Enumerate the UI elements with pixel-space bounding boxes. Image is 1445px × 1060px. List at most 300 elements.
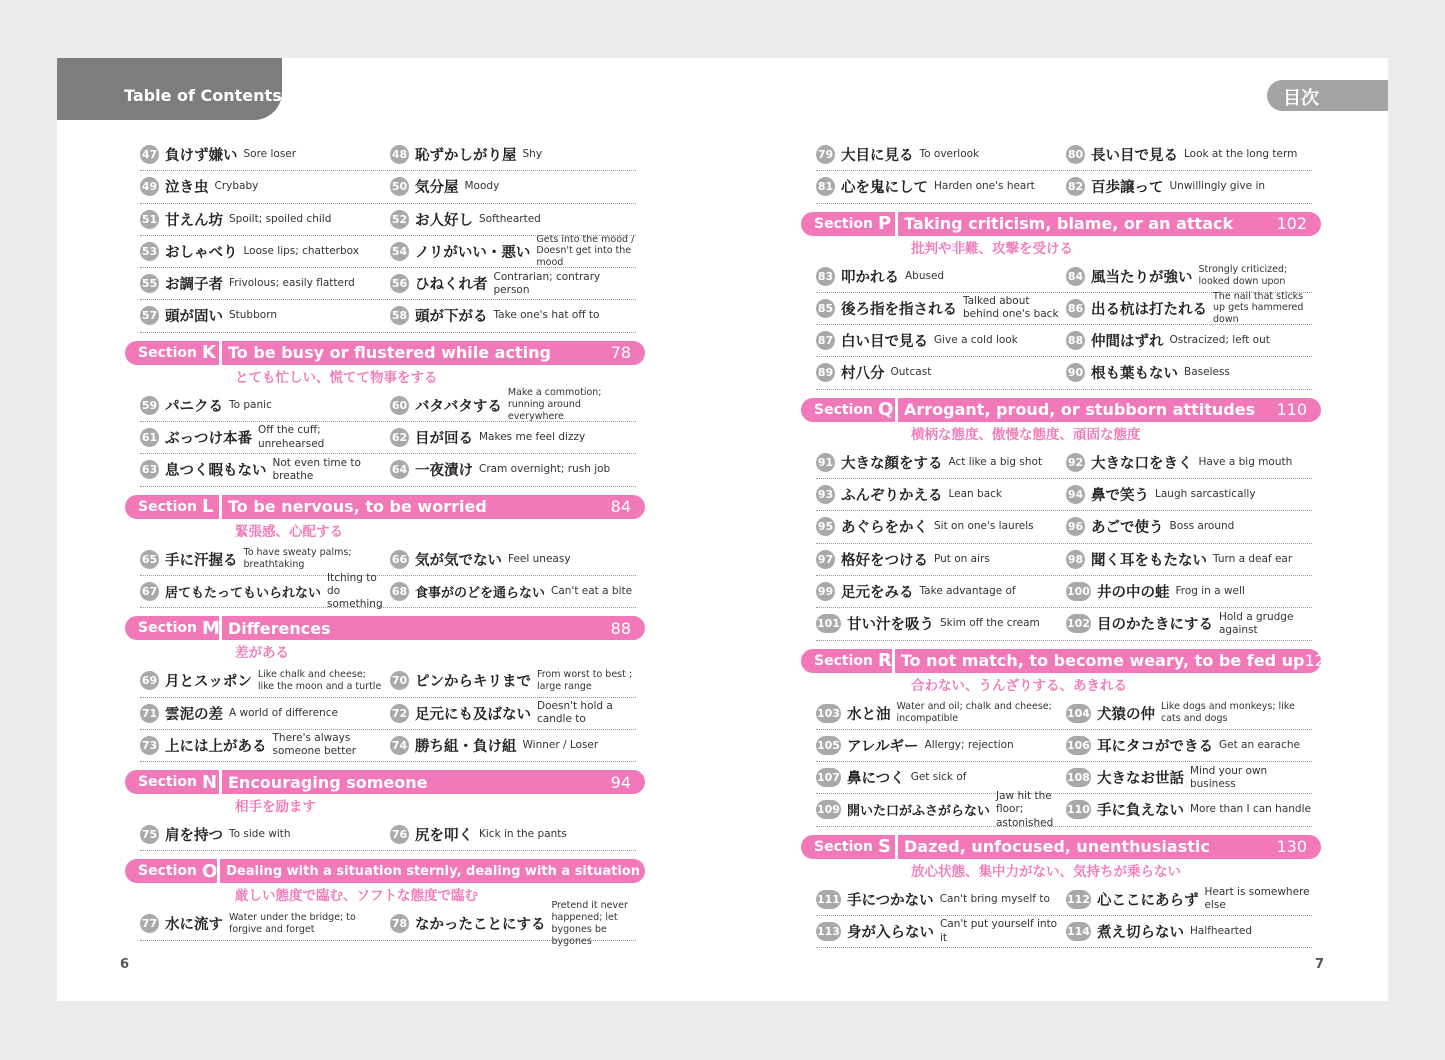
entry-english: Allergy; rejection [924, 738, 1014, 751]
entry-english: Halfhearted [1189, 924, 1253, 937]
entry-japanese: 耳にタコができる [1096, 738, 1213, 755]
toc-entry[interactable] [390, 233, 635, 269]
entry-english: To panic [229, 398, 272, 411]
toc-entry[interactable] [1066, 916, 1311, 947]
toc-entry[interactable] [390, 544, 635, 575]
entry-japanese: ぶっつけ本番 [165, 431, 252, 448]
entry-number-badge: 92 [1066, 453, 1085, 472]
section-title: To not match, to become weary, to be fed up [900, 651, 1305, 671]
toc-entry[interactable] [816, 479, 1061, 510]
entry-japanese: 負けず嫌い [165, 148, 238, 164]
entry-number-badge: 74 [390, 736, 409, 755]
section-word: Section [138, 774, 197, 791]
section-japanese-title: 緊張感、心配する [235, 523, 343, 540]
section-page-number: 96 [691, 861, 712, 881]
toc-entry[interactable] [140, 544, 385, 575]
section-bar [801, 398, 1321, 422]
toc-entry[interactable] [1066, 325, 1311, 356]
section-bar [801, 649, 1335, 673]
toc-row [816, 762, 1312, 794]
toc-entry[interactable] [390, 268, 635, 299]
toc-entry[interactable] [816, 447, 1061, 478]
entry-english: To overlook [919, 147, 980, 160]
entry-japanese: 大きなお世話 [1096, 771, 1184, 788]
toc-entry[interactable] [1066, 511, 1311, 542]
section-label [801, 212, 898, 236]
entry-japanese: バタバタする [415, 398, 502, 415]
entry-number-badge: 101 [816, 614, 841, 633]
toc-entry[interactable] [140, 300, 385, 331]
toc-row [816, 447, 1312, 479]
toc-row [816, 290, 1312, 326]
entry-english: Not even time to breathe [272, 456, 361, 482]
entry-japanese: 目のかたきにする [1096, 617, 1213, 634]
toc-entry[interactable] [816, 511, 1061, 542]
section-label [801, 649, 895, 673]
entry-number-badge: 72 [390, 704, 409, 723]
entry-japanese: 気が気でない [415, 552, 502, 569]
left-page-number: 6 [120, 957, 130, 972]
entry-japanese: 手に汗握る [165, 552, 238, 569]
section-title: Taking criticism, blame, or an attack [904, 214, 1234, 234]
entry-japanese: 泣き虫 [165, 180, 209, 197]
section-header [801, 398, 1321, 447]
toc-entry[interactable] [816, 171, 1061, 202]
toc-entry[interactable] [1066, 698, 1311, 729]
toc-entry[interactable] [390, 422, 635, 453]
entry-english: Off the cuff; unrehearsed [258, 424, 325, 450]
toc-entry[interactable] [816, 790, 1061, 829]
section-label [125, 495, 222, 519]
entry-english: Take one's hat off to [493, 309, 600, 322]
toc-entry[interactable] [140, 268, 385, 299]
entry-number-badge: 88 [1066, 331, 1085, 350]
entry-number-badge: 69 [140, 671, 159, 690]
section-bar [125, 341, 645, 365]
entry-number-badge: 113 [816, 922, 841, 941]
entry-english: Doesn't hold a candle to [537, 699, 613, 726]
entry-english: Boss around [1169, 520, 1235, 533]
entry-japanese: パニクる [165, 398, 223, 415]
entry-english: Moody [464, 180, 500, 193]
entry-number-badge: 96 [1066, 517, 1085, 536]
entry-number-badge: 52 [390, 210, 409, 229]
entry-japanese: 叩かれる [841, 269, 899, 286]
entry-number-badge: 91 [816, 453, 835, 472]
entry-japanese: 心ここにあらず [1096, 892, 1199, 909]
toc-entry[interactable] [816, 916, 1061, 947]
toc-entry[interactable] [816, 576, 1061, 607]
entry-number-badge: 86 [1066, 299, 1085, 318]
toc-entry[interactable] [816, 544, 1061, 575]
left-page-column [125, 139, 712, 947]
entry-japanese: 息つく暇もない [165, 463, 267, 480]
entry-english: Act like a big shot [948, 455, 1043, 468]
toc-row [816, 261, 1312, 293]
section-word: Section [814, 652, 873, 669]
entry-number-badge: 48 [390, 145, 409, 164]
toc-entry[interactable] [816, 608, 1061, 639]
section-japanese-title: 合わない、うんざりする、あきれる [911, 677, 1127, 694]
section-page-number: 122 [1304, 651, 1335, 671]
entry-number-badge: 100 [1066, 582, 1091, 601]
entry-number-badge: 107 [816, 768, 841, 787]
entry-japanese: 開いた口がふさがらない [846, 804, 990, 820]
toc-entry[interactable] [390, 139, 635, 170]
entry-japanese: 目が回る [415, 431, 473, 448]
entry-number-badge: 83 [816, 267, 835, 286]
entry-english: Softhearted [479, 212, 541, 225]
entry-japanese: アレルギー [846, 738, 919, 755]
section-page-number: 94 [610, 772, 631, 792]
toc-entry[interactable] [140, 665, 385, 696]
entry-english: Winner / Loser [522, 738, 599, 751]
entry-japanese: 頭が下がる [415, 309, 488, 326]
toc-row [816, 916, 1312, 948]
section-page-number: 84 [610, 497, 631, 517]
entry-number-badge: 108 [1066, 768, 1091, 787]
entry-japanese: 月とスッポン [165, 674, 252, 691]
entry-japanese: 鼻で笑う [1091, 488, 1149, 505]
entry-japanese: お調子者 [165, 277, 223, 294]
entry-japanese: 甘えん坊 [165, 212, 223, 229]
entry-english: Stubborn [229, 309, 277, 322]
toc-entry[interactable] [140, 454, 385, 485]
entry-number-badge: 98 [1066, 550, 1085, 569]
entry-english: There's always someone better [272, 732, 357, 758]
entry-number-badge: 80 [1066, 145, 1085, 164]
entry-number-badge: 71 [140, 704, 159, 723]
toc-entry[interactable] [816, 884, 1061, 915]
entry-english: Can't bring myself to [939, 892, 1050, 905]
entry-japanese: 出る杭は打たれる [1091, 301, 1207, 318]
entry-japanese: 大きな顔をする [841, 455, 943, 472]
entry-english: Pretend it never happened; let bygones be bygones [551, 900, 628, 947]
entry-english: Sit on one's laurels [934, 520, 1034, 533]
entry-number-badge: 73 [140, 736, 159, 755]
toc-header-tab [57, 58, 282, 120]
entry-number-badge: 56 [390, 274, 409, 293]
entry-japanese: 井の中の蛙 [1096, 584, 1170, 601]
toc-entry[interactable] [140, 908, 385, 939]
section-title: Encouraging someone [228, 772, 428, 792]
entry-japanese: なかったことにする [415, 917, 546, 934]
entry-japanese: 村八分 [841, 366, 885, 383]
section-title: To be busy or flustered while acting [228, 343, 551, 363]
entry-english: Talked about behind one's back [963, 295, 1059, 321]
section-label [125, 341, 222, 365]
entry-japanese: 頭が固い [165, 309, 223, 326]
entry-english: Like dogs and monkeys; like cats and dogs [1160, 701, 1295, 725]
toc-entry[interactable] [816, 261, 1061, 292]
toc-entry[interactable] [140, 730, 385, 761]
entry-japanese: 雲泥の差 [165, 706, 223, 723]
toc-entry[interactable] [140, 571, 385, 611]
toc-entry[interactable] [1066, 544, 1311, 575]
entry-number-badge: 60 [390, 396, 409, 415]
section-page-number: 110 [1276, 400, 1307, 420]
entry-english: More than I can handle [1189, 803, 1311, 816]
toc-entry[interactable] [140, 698, 385, 729]
entry-english: Make a commotion; running around everywhere [507, 387, 602, 423]
entry-number-badge: 87 [816, 331, 835, 350]
section-label [801, 398, 898, 422]
section-label [125, 616, 222, 640]
toc-entry[interactable] [390, 698, 635, 729]
entry-english: Frog in a well [1175, 584, 1245, 597]
section-japanese-title: 放心状態、集中力がない、気持ちが乗らない [911, 863, 1181, 880]
entry-japanese: ひねくれ者 [415, 277, 488, 294]
toc-entry[interactable] [140, 819, 385, 850]
section-title: Arrogant, proud, or stubborn attitudes [904, 400, 1256, 420]
toc-row [816, 325, 1312, 357]
entry-number-badge: 57 [140, 306, 159, 325]
section-japanese-title: 横柄な態度、傲慢な態度、頑固な態度 [911, 426, 1141, 443]
toc-row [140, 171, 636, 203]
entry-japanese: 格好をつける [841, 552, 928, 569]
toc-row [816, 730, 1312, 762]
section-japanese-title: 厳しい態度で臨む、ソフトな態度で臨む [235, 888, 478, 905]
section-page-number: 130 [1276, 837, 1307, 857]
toc-entry[interactable] [140, 204, 385, 235]
toc-row [140, 139, 636, 171]
entry-japanese: ノリがいい・悪い [415, 244, 531, 261]
entry-english: Water under the bridge; to forgive and forget [229, 912, 356, 935]
toc-entry[interactable] [1066, 139, 1311, 170]
toc-entry[interactable] [140, 236, 385, 267]
section-letter: S [877, 836, 891, 858]
section-japanese-title: 批判や非難、攻撃を受ける [911, 240, 1073, 257]
toc-entry[interactable] [390, 171, 635, 202]
entry-number-badge: 65 [140, 550, 159, 569]
toc-entry[interactable] [390, 900, 635, 947]
section-header [125, 770, 645, 819]
entry-number-badge: 59 [140, 396, 159, 415]
toc-entry[interactable] [140, 139, 385, 170]
toc-entry[interactable] [390, 665, 635, 696]
entry-japanese: おしゃべり [165, 244, 238, 261]
entry-number-badge: 106 [1066, 736, 1091, 755]
toc-jp-title: 目次 [1283, 88, 1319, 109]
section-word: Section [814, 215, 873, 232]
entry-number-badge: 97 [816, 550, 835, 569]
section-letter: R [877, 650, 892, 672]
entry-number-badge: 64 [390, 460, 409, 479]
section-header [125, 616, 645, 665]
toc-entry[interactable] [140, 422, 385, 453]
entry-number-badge: 61 [140, 428, 159, 447]
entry-english: Can't put yourself into it [939, 918, 1058, 944]
entry-japanese: 身が入らない [846, 925, 934, 942]
toc-entry[interactable] [1066, 608, 1311, 639]
toc-entry[interactable] [140, 171, 385, 202]
toc-row [140, 300, 636, 332]
section-header [801, 649, 1335, 698]
toc-entry[interactable] [390, 387, 635, 423]
toc-entry[interactable] [1066, 447, 1311, 478]
entry-japanese: 手につかない [846, 892, 934, 909]
toc-entry[interactable] [1066, 357, 1311, 388]
entry-japanese: 聞く耳をもたない [1091, 552, 1207, 569]
toc-row [816, 357, 1312, 389]
toc-row [816, 790, 1312, 829]
section-japanese-title: とても忙しい、慌てて物事をする [235, 369, 438, 386]
section-page-number: 88 [610, 618, 631, 638]
toc-entry[interactable] [1066, 794, 1311, 825]
toc-entry[interactable] [1066, 290, 1311, 326]
section-label [125, 859, 220, 883]
entry-japanese: 長い目で見る [1091, 148, 1178, 164]
toc-entry[interactable] [816, 730, 1061, 761]
toc-row [140, 544, 636, 576]
entry-english: Have a big mouth [1198, 455, 1293, 468]
entry-number-badge: 104 [1066, 704, 1091, 723]
entry-english: Sore loser [243, 147, 297, 160]
toc-entry[interactable] [816, 325, 1061, 356]
toc-row [816, 171, 1312, 203]
toc-entry[interactable] [390, 300, 635, 331]
toc-row [140, 730, 636, 762]
entry-number-badge: 68 [390, 582, 409, 601]
section-title: Dazed, unfocused, unenthusiastic [904, 837, 1210, 857]
section-header [125, 495, 645, 544]
entry-japanese: 食事がのどを通らない [415, 585, 546, 601]
section-japanese-title: 差がある [235, 645, 289, 662]
toc-row [140, 204, 636, 236]
entry-number-badge: 76 [390, 825, 409, 844]
entry-number-badge: 89 [816, 363, 835, 382]
entry-japanese: 風当たりが強い [1091, 269, 1193, 286]
section-word: Section [138, 344, 197, 361]
toc-entry[interactable] [816, 357, 1061, 388]
toc-row [816, 576, 1312, 608]
entry-english: Abused [905, 269, 945, 282]
section-title: Dealing with a situation sternly, dealing with a situation gently [226, 863, 692, 879]
entry-japanese: お人好し [415, 212, 473, 229]
toc-row [140, 233, 636, 269]
toc-entry[interactable] [816, 293, 1061, 324]
entry-number-badge: 110 [1066, 800, 1091, 819]
section-letter: L [201, 496, 214, 518]
entry-number-badge: 54 [390, 242, 409, 261]
entry-number-badge: 49 [140, 177, 159, 196]
toc-entry[interactable] [1066, 730, 1311, 761]
entry-japanese: 大きな口をきく [1091, 455, 1193, 472]
entry-english: Look at the long term [1184, 147, 1298, 160]
section-label [125, 770, 222, 794]
entry-english: Ostracized; left out [1169, 334, 1270, 347]
toc-row [140, 571, 636, 611]
section-bar [125, 495, 645, 519]
entry-number-badge: 84 [1066, 267, 1085, 286]
toc-entry[interactable] [1066, 479, 1311, 510]
entry-number-badge: 67 [140, 582, 159, 601]
toc-row [140, 698, 636, 730]
toc-entry[interactable] [816, 698, 1061, 729]
entry-number-badge: 99 [816, 582, 835, 601]
entry-number-badge: 103 [816, 704, 841, 723]
entry-japanese: ふんぞりかえる [841, 488, 943, 505]
section-bar [125, 859, 712, 883]
section-bar [801, 212, 1321, 236]
entry-english: Get an earache [1218, 738, 1300, 751]
entry-number-badge: 85 [816, 299, 835, 318]
toc-entry[interactable] [390, 454, 635, 485]
entry-number-badge: 55 [140, 274, 159, 293]
section-word: Section [814, 401, 873, 418]
entry-english: Strongly criticized; looked down upon [1198, 264, 1288, 288]
entry-english: To side with [229, 828, 291, 841]
entry-japanese: 鼻につく [846, 771, 905, 788]
entry-japanese: 気分屋 [415, 180, 459, 197]
entry-english: Harden one's heart [934, 180, 1035, 193]
entry-japanese: 勝ち組・負け組 [415, 738, 517, 755]
entry-number-badge: 75 [140, 825, 159, 844]
toc-entry[interactable] [390, 204, 635, 235]
entry-english: Crybaby [214, 180, 259, 193]
section-word: Section [138, 498, 197, 515]
entry-japanese: 心を鬼にして [841, 180, 928, 197]
entry-japanese: あぐらをかく [841, 520, 928, 537]
entry-number-badge: 62 [390, 428, 409, 447]
toc-jp-tab [1267, 80, 1388, 111]
toc-entry[interactable] [390, 819, 635, 850]
section-word: Section [138, 620, 197, 637]
entry-japanese: 白い目で見る [841, 334, 928, 351]
section-label [801, 835, 898, 859]
toc-entry[interactable] [390, 730, 635, 761]
entry-number-badge: 79 [816, 145, 835, 164]
entry-japanese: 大目に見る [841, 148, 914, 164]
entry-japanese: 足元にも及ばない [415, 706, 531, 723]
toc-row [816, 511, 1312, 543]
entry-english: To have sweaty palms; breathtaking [243, 547, 352, 571]
section-letter: O [201, 860, 218, 882]
toc-entry[interactable] [1066, 171, 1311, 202]
toc-entry[interactable] [1066, 762, 1311, 793]
entry-number-badge: 112 [1066, 890, 1091, 909]
entry-english: Can't eat a bite [551, 584, 633, 597]
entry-english: Give a cold look [934, 334, 1018, 347]
entry-japanese: 肩を持つ [165, 828, 223, 845]
toc-entry[interactable] [1066, 884, 1311, 915]
entry-english: Get sick of [910, 771, 967, 784]
entry-japanese: 百歩譲って [1091, 180, 1164, 197]
entry-english: Spoilt; spoiled child [229, 212, 332, 225]
entry-english: Heart is somewhere else [1204, 886, 1310, 912]
toc-entry[interactable] [1066, 261, 1311, 292]
toc-row [816, 139, 1312, 171]
entry-english: Laugh sarcastically [1155, 488, 1256, 501]
entry-number-badge: 114 [1066, 922, 1091, 941]
entry-number-badge: 58 [390, 306, 409, 325]
toc-entry[interactable] [816, 139, 1061, 170]
toc-entry[interactable] [1066, 576, 1311, 607]
entry-english: Hold a grudge against [1218, 610, 1294, 636]
section-bar [801, 835, 1321, 859]
toc-entry[interactable] [390, 576, 635, 607]
entry-number-badge: 70 [390, 671, 409, 690]
section-header [801, 212, 1321, 261]
section-title: To be nervous, to be worried [228, 497, 487, 517]
section-word: Section [814, 838, 873, 855]
entry-number-badge: 90 [1066, 363, 1085, 382]
entry-number-badge: 95 [816, 517, 835, 536]
toc-entry[interactable] [140, 390, 385, 421]
section-page-number: 102 [1276, 214, 1307, 234]
section-letter: N [201, 771, 218, 793]
toc-entry[interactable] [816, 762, 1061, 793]
